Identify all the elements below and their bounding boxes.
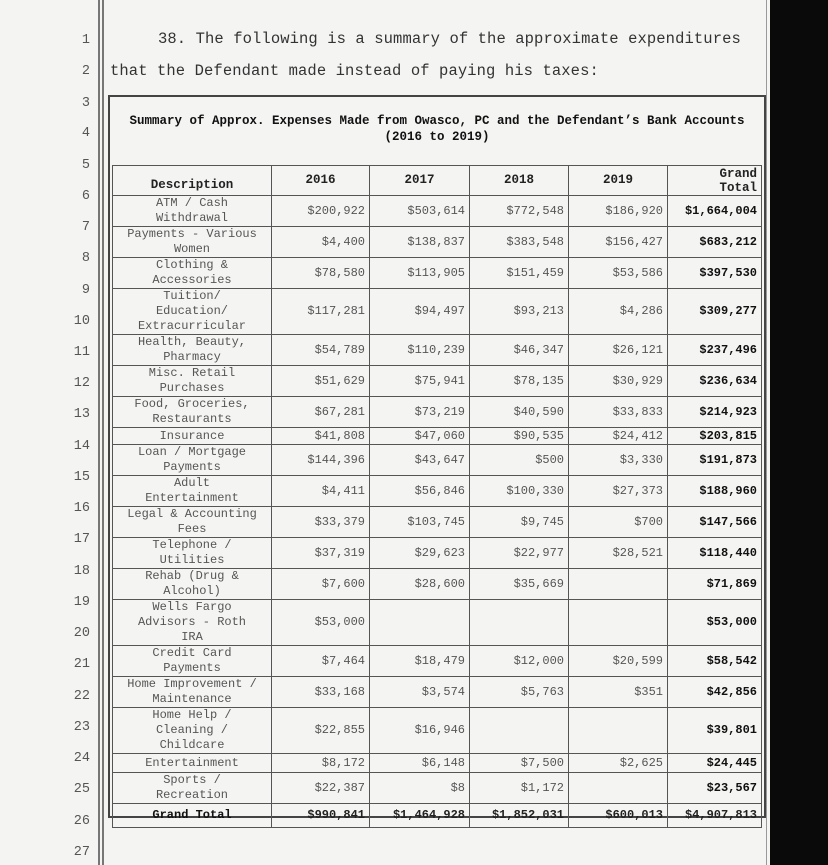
- right-margin-rule: [766, 0, 767, 865]
- cell-2018: [470, 708, 569, 754]
- line-number: 25: [73, 782, 90, 797]
- cell-2017: $43,647: [370, 445, 470, 476]
- table-row: [113, 196, 762, 227]
- grand-total-overall: $4,907,813: [668, 804, 762, 828]
- cell-2017: $8: [370, 773, 470, 804]
- description-line: Credit Card: [152, 646, 232, 660]
- table-row: [113, 600, 762, 646]
- description-line: IRA: [181, 630, 203, 644]
- line-number: 3: [81, 96, 90, 111]
- description-line: Loan / Mortgage: [137, 445, 247, 459]
- table-row: [113, 708, 762, 754]
- row-description: [113, 569, 272, 600]
- table-row: [113, 677, 762, 708]
- grand-total-row: [113, 804, 762, 828]
- cell-2016: $22,855: [272, 708, 370, 754]
- line-number: 7: [81, 220, 90, 235]
- left-margin-rule-inner: [102, 0, 104, 865]
- description-line: Home Improvement /: [127, 677, 257, 691]
- line-number: 12: [73, 376, 90, 391]
- cell-2019: [569, 773, 668, 804]
- cell-2019: $28,521: [569, 538, 668, 569]
- cell-2016: $51,629: [272, 366, 370, 397]
- cell-grand-total: $188,960: [668, 476, 762, 507]
- description-line: Education/: [155, 304, 228, 318]
- row-description: [113, 428, 272, 445]
- cell-2017: $3,574: [370, 677, 470, 708]
- cell-2016: $78,580: [272, 258, 370, 289]
- header-2018: 2018: [470, 166, 569, 196]
- cell-2016: $4,411: [272, 476, 370, 507]
- row-description: [113, 600, 272, 646]
- cell-2019: $700: [569, 507, 668, 538]
- cell-grand-total: $58,542: [668, 646, 762, 677]
- cell-2018: $151,459: [470, 258, 569, 289]
- description-line: Cleaning /: [155, 723, 228, 737]
- description-line: Restaurants: [152, 412, 232, 426]
- line-number: 17: [73, 532, 90, 547]
- cell-2018: $35,669: [470, 569, 569, 600]
- grand-total-2017: $1,464,928: [370, 804, 470, 828]
- description-line: Misc. Retail: [148, 366, 236, 380]
- cell-2016: $53,000: [272, 600, 370, 646]
- header-grand-total: [668, 166, 762, 196]
- cell-grand-total: $191,873: [668, 445, 762, 476]
- cell-2019: $26,121: [569, 335, 668, 366]
- cell-2018: $93,213: [470, 289, 569, 335]
- cell-grand-total: $147,566: [668, 507, 762, 538]
- cell-grand-total: $397,530: [668, 258, 762, 289]
- cell-2017: $56,846: [370, 476, 470, 507]
- description-line: Pharmacy: [163, 350, 221, 364]
- table-row: [113, 754, 762, 773]
- cell-2016: $33,168: [272, 677, 370, 708]
- row-description: [113, 773, 272, 804]
- description-line: Payments: [163, 460, 221, 474]
- expense-summary-box: [108, 95, 766, 822]
- table-row: [113, 538, 762, 569]
- header-description: Description: [113, 166, 272, 196]
- line-number: 26: [73, 814, 90, 829]
- cell-2016: $41,808: [272, 428, 370, 445]
- description-line: Payments - Various: [127, 227, 257, 241]
- cell-2018: $90,535: [470, 428, 569, 445]
- description-line: Tuition/: [163, 289, 221, 303]
- header-2017: 2017: [370, 166, 470, 196]
- line-number: 8: [81, 251, 90, 266]
- description-line: Rehab (Drug &: [145, 569, 239, 583]
- left-margin-rule: [98, 0, 100, 865]
- cell-2018: $46,347: [470, 335, 569, 366]
- description-line: Health, Beauty,: [137, 335, 247, 349]
- expense-summary-table: [112, 165, 762, 828]
- line-number: 9: [81, 283, 90, 298]
- description-line: ATM / Cash: [155, 196, 228, 210]
- cell-2016: $200,922: [272, 196, 370, 227]
- description-line: Alcohol): [163, 584, 221, 598]
- cell-2016: $37,319: [272, 538, 370, 569]
- header-grand-total-line-2: Total: [719, 180, 757, 195]
- cell-grand-total: $42,856: [668, 677, 762, 708]
- row-description: [113, 538, 272, 569]
- cell-2019: $27,373: [569, 476, 668, 507]
- table-title-line-2: (2016 to 2019): [384, 130, 490, 144]
- cell-2018: $772,548: [470, 196, 569, 227]
- row-description: [113, 646, 272, 677]
- cell-2018: [470, 600, 569, 646]
- row-description: [113, 227, 272, 258]
- cell-2016: $7,600: [272, 569, 370, 600]
- cell-grand-total: $24,445: [668, 754, 762, 773]
- header-row: [113, 166, 762, 196]
- cell-grand-total: $53,000: [668, 600, 762, 646]
- table-row: [113, 397, 762, 428]
- cell-2017: [370, 600, 470, 646]
- row-description: [113, 289, 272, 335]
- description-line: Clothing &: [155, 258, 228, 272]
- description-line: Entertainment: [145, 491, 239, 505]
- cell-2019: $33,833: [569, 397, 668, 428]
- description-line: Payments: [163, 661, 221, 675]
- description-line: Telephone /: [152, 538, 232, 552]
- row-description: [113, 445, 272, 476]
- row-description: [113, 366, 272, 397]
- table-row: [113, 428, 762, 445]
- description-line: Withdrawal: [155, 211, 228, 225]
- cell-2019: $53,586: [569, 258, 668, 289]
- table-title: [110, 113, 764, 145]
- cell-grand-total: $309,277: [668, 289, 762, 335]
- cell-grand-total: $23,567: [668, 773, 762, 804]
- row-description: [113, 258, 272, 289]
- cell-2019: $2,625: [569, 754, 668, 773]
- line-number: 4: [81, 126, 90, 141]
- cell-2019: $3,330: [569, 445, 668, 476]
- cell-grand-total: $71,869: [668, 569, 762, 600]
- row-description: [113, 677, 272, 708]
- cell-2016: $54,789: [272, 335, 370, 366]
- grand-total-2018: $1,852,031: [470, 804, 569, 828]
- description-line: Utilities: [159, 553, 225, 567]
- description-line: Insurance: [159, 428, 225, 443]
- line-number: 27: [73, 845, 90, 860]
- line-number: 19: [73, 595, 90, 610]
- row-description: [113, 196, 272, 227]
- table-row: [113, 335, 762, 366]
- table-title-line-1: Summary of Approx. Expenses Made from Owasco, PC and the Defendant’s Bank Accounts: [129, 114, 745, 128]
- cell-2019: $20,599: [569, 646, 668, 677]
- cell-2016: $67,281: [272, 397, 370, 428]
- cell-grand-total: $118,440: [668, 538, 762, 569]
- cell-2017: $103,745: [370, 507, 470, 538]
- table-row: [113, 476, 762, 507]
- page-edge-shadow: [770, 0, 828, 865]
- cell-2016: $117,281: [272, 289, 370, 335]
- description-line: Recreation: [155, 788, 228, 802]
- cell-grand-total: $236,634: [668, 366, 762, 397]
- cell-2017: $113,905: [370, 258, 470, 289]
- line-number: 11: [73, 345, 90, 360]
- description-line: Women: [173, 242, 210, 256]
- cell-2019: [569, 708, 668, 754]
- cell-2017: $28,600: [370, 569, 470, 600]
- cell-2017: $16,946: [370, 708, 470, 754]
- grand-total-2016: $990,841: [272, 804, 370, 828]
- cell-2017: $47,060: [370, 428, 470, 445]
- cell-grand-total: $237,496: [668, 335, 762, 366]
- cell-2016: $7,464: [272, 646, 370, 677]
- description-line: Wells Fargo: [152, 600, 232, 614]
- description-line: Childcare: [159, 738, 225, 752]
- description-line: Adult: [173, 476, 210, 490]
- description-line: Advisors - Roth: [137, 615, 247, 629]
- cell-grand-total: $203,815: [668, 428, 762, 445]
- cell-2018: $5,763: [470, 677, 569, 708]
- cell-2017: $6,148: [370, 754, 470, 773]
- table-row: [113, 507, 762, 538]
- description-line: Sports /: [163, 773, 221, 787]
- cell-2019: $351: [569, 677, 668, 708]
- line-number: 2: [81, 64, 90, 79]
- table-body: [113, 196, 762, 828]
- cell-grand-total: $1,664,004: [668, 196, 762, 227]
- row-description: [113, 335, 272, 366]
- row-description: [113, 754, 272, 773]
- cell-2018: $78,135: [470, 366, 569, 397]
- header-grand-total-line-1: Grand: [719, 166, 757, 181]
- cell-2019: $186,920: [569, 196, 668, 227]
- cell-2017: $75,941: [370, 366, 470, 397]
- description-line: Legal & Accounting: [127, 507, 257, 521]
- line-number: 20: [73, 626, 90, 641]
- cell-2017: $18,479: [370, 646, 470, 677]
- cell-2018: $383,548: [470, 227, 569, 258]
- cell-2018: $1,172: [470, 773, 569, 804]
- cell-2018: $12,000: [470, 646, 569, 677]
- line-number: 23: [73, 720, 90, 735]
- table-row: [113, 227, 762, 258]
- cell-grand-total: $39,801: [668, 708, 762, 754]
- description-line: Maintenance: [152, 692, 232, 706]
- line-number: 22: [73, 689, 90, 704]
- grand-total-2019: $600,013: [569, 804, 668, 828]
- cell-2018: $100,330: [470, 476, 569, 507]
- cell-2016: $144,396: [272, 445, 370, 476]
- cell-2016: $22,387: [272, 773, 370, 804]
- cell-2017: $73,219: [370, 397, 470, 428]
- cell-2019: [569, 569, 668, 600]
- line-number: 24: [73, 751, 90, 766]
- line-number: 10: [73, 314, 90, 329]
- table-row: [113, 258, 762, 289]
- table-row: [113, 366, 762, 397]
- cell-2019: $156,427: [569, 227, 668, 258]
- cell-2016: $4,400: [272, 227, 370, 258]
- cell-2017: $110,239: [370, 335, 470, 366]
- line-number: 15: [73, 470, 90, 485]
- paragraph-line-1: 38. The following is a summary of the approximate expenditures: [158, 30, 741, 48]
- row-description: [113, 708, 272, 754]
- cell-2018: $9,745: [470, 507, 569, 538]
- cell-grand-total: $683,212: [668, 227, 762, 258]
- cell-2017: $138,837: [370, 227, 470, 258]
- line-number: 21: [73, 657, 90, 672]
- cell-2019: $30,929: [569, 366, 668, 397]
- cell-2019: $4,286: [569, 289, 668, 335]
- line-number: 13: [73, 407, 90, 422]
- cell-2016: $8,172: [272, 754, 370, 773]
- table-row: [113, 773, 762, 804]
- cell-2018: $40,590: [470, 397, 569, 428]
- header-2016: 2016: [272, 166, 370, 196]
- cell-2017: $94,497: [370, 289, 470, 335]
- header-2019: 2019: [569, 166, 668, 196]
- description-line: Fees: [177, 522, 207, 536]
- cell-2017: $503,614: [370, 196, 470, 227]
- cell-2018: $22,977: [470, 538, 569, 569]
- cell-2017: $29,623: [370, 538, 470, 569]
- table-row: [113, 445, 762, 476]
- paragraph-line-2: that the Defendant made instead of paying his taxes:: [110, 62, 599, 80]
- table-row: [113, 646, 762, 677]
- line-number: 1: [81, 33, 90, 48]
- line-number: 6: [81, 189, 90, 204]
- cell-2019: $24,412: [569, 428, 668, 445]
- grand-total-label: Grand Total: [113, 804, 272, 828]
- table-row: [113, 289, 762, 335]
- description-line: Purchases: [159, 381, 225, 395]
- description-line: Food, Groceries,: [134, 397, 250, 411]
- line-number: 5: [81, 158, 90, 173]
- line-number: 18: [73, 564, 90, 579]
- description-line: Accessories: [152, 273, 232, 287]
- cell-2016: $33,379: [272, 507, 370, 538]
- table-row: [113, 569, 762, 600]
- description-line: Entertainment: [145, 755, 239, 770]
- cell-2018: $7,500: [470, 754, 569, 773]
- line-number: 16: [73, 501, 90, 516]
- cell-2018: $500: [470, 445, 569, 476]
- cell-2019: [569, 600, 668, 646]
- description-line: Home Help /: [152, 708, 232, 722]
- cell-grand-total: $214,923: [668, 397, 762, 428]
- description-line: Extracurricular: [137, 319, 247, 333]
- row-description: [113, 476, 272, 507]
- row-description: [113, 507, 272, 538]
- row-description: [113, 397, 272, 428]
- line-number: 14: [73, 439, 90, 454]
